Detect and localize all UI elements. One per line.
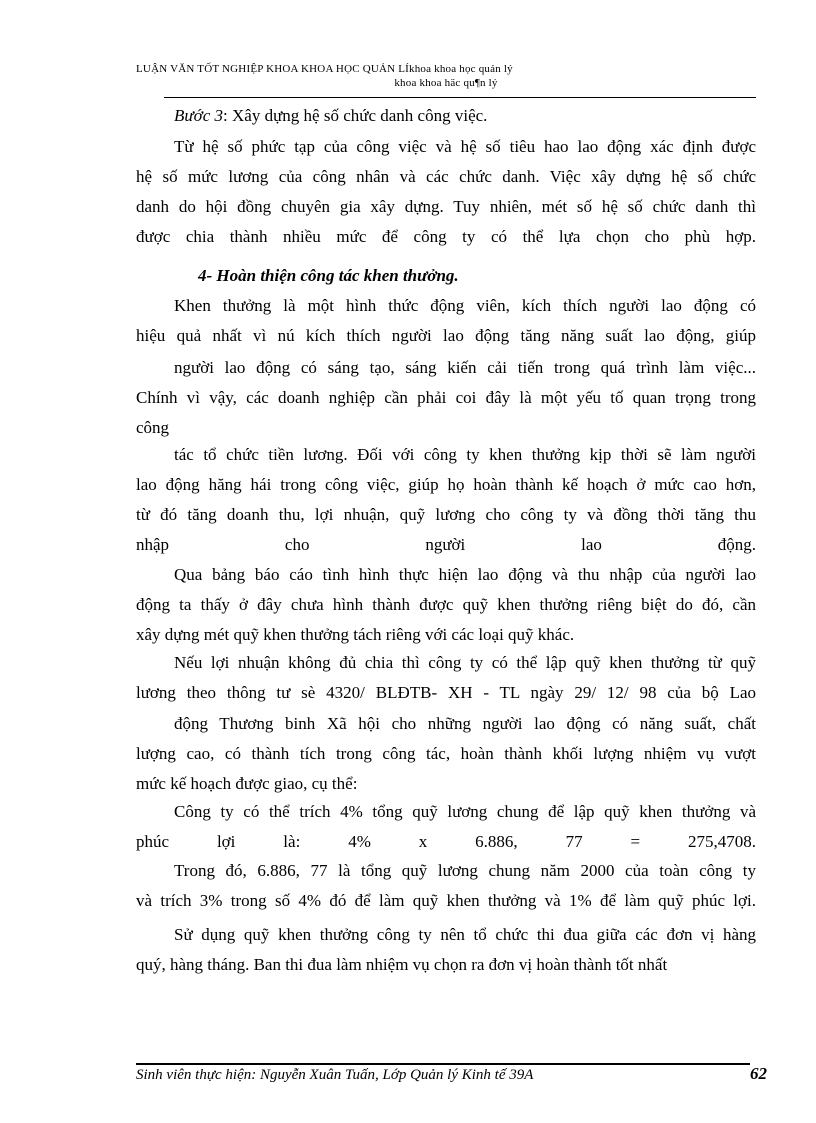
paragraph-line: nhập cho người lao động. <box>136 535 756 554</box>
paragraph-1 <box>136 132 756 252</box>
paragraph-line: động ta thấy ở đây chưa hình thành được quỹ khen thưởng riêng biệt do đó, cần <box>136 595 756 614</box>
paragraph-3 <box>136 440 756 560</box>
paragraph-line: danh do hội đồng chuyên gia xây dựng. Tuy nhiên, mét số hệ số chức danh thì <box>136 197 756 216</box>
paragraph-line: phúc lợi là: 4% x 6.886, 77 = 275,4708. <box>136 832 756 851</box>
paragraph-2-cont <box>136 353 756 443</box>
paragraph-line: từ đó tăng doanh thu, lợi nhuận, quỹ lương cho công ty và đồng thời tăng thu <box>136 505 756 524</box>
paragraph-line: xây dựng mét quỹ khen thưởng tách riêng với các loại quỹ khác. <box>136 625 575 644</box>
paragraph-line: lượng cao, có thành tích trong công tác, hoàn thành khối lượng nhiệm vụ vượt <box>136 744 756 763</box>
paragraph-line: Công ty có thể trích 4% tổng quỹ lương chung để lập quỹ khen thưởng và <box>174 802 756 821</box>
paragraph-line: Trong đó, 6.886, 77 là tổng quỹ lương chung năm 2000 của toàn công ty <box>174 861 756 880</box>
paragraph-line: động Thương binh Xã hội cho những người lao động có năng suất, chất <box>174 714 756 733</box>
section-heading-text: 4- Hoàn thiện công tác khen thưởng. <box>198 266 459 285</box>
paragraph-line: quý, hàng tháng. Ban thi đua làm nhiệm vụ chọn ra đơn vị hoàn thành tốt nhất <box>136 955 668 974</box>
header-title: LUẬN VĂN TỐT NGHIỆP KHOA KHOA HỌC QUẢN LÍkhoa khoa học quản lý <box>136 63 513 75</box>
paragraph-line: Từ hệ số phức tạp của công việc và hệ số tiêu hao lao động xác định được <box>174 137 756 156</box>
paragraph-8 <box>136 856 756 916</box>
paragraph-7 <box>136 797 756 857</box>
paragraph-line: tác tổ chức tiền lương. Đối với công ty khen thưởng kịp thời sẽ làm người <box>174 445 756 464</box>
paragraph-line: Nếu lợi nhuận không đủ chia thì công ty có thể lập quỹ khen thưởng từ quỹ <box>174 653 756 672</box>
paragraph-line: mức kế hoạch được giao, cụ thể: <box>136 774 358 793</box>
paragraph-line: Khen thưởng là một hình thức động viên, kích thích người lao động có <box>174 296 756 315</box>
step3-text: : Xây dựng hệ số chức danh công việc. <box>223 106 488 125</box>
paragraph-line: công <box>136 418 170 437</box>
page-header <box>136 62 756 90</box>
paragraph-line: hiệu quả nhất vì nú kích thích người lao động tăng năng suất lao động, giúp <box>136 326 756 345</box>
paragraph-6 <box>136 709 756 799</box>
paragraph-line: và trích 3% trong số 4% đó để làm quỹ khen thưởng và 1% để làm quỹ phúc lợi. <box>136 891 756 910</box>
paragraph-4 <box>136 560 756 650</box>
footer-rule <box>136 1063 750 1065</box>
step3-line <box>136 101 756 131</box>
paragraph-line: được chia thành nhiều mức để công ty có thể lựa chọn cho phù hợp. <box>136 227 756 246</box>
paragraph-line: người lao động có sáng tạo, sáng kiến cải tiến trong quá trình làm việc... <box>174 358 756 377</box>
paragraph-line: Chính vì vậy, các doanh nghiệp cần phải coi đây là một yếu tố quan trọng trong <box>136 388 756 407</box>
paragraph-line: Sử dụng quỹ khen thưởng công ty nên tổ chức thi đua giữa các đơn vị hàng <box>174 925 756 944</box>
paragraph-2 <box>136 291 756 351</box>
header-rule <box>164 97 756 98</box>
paragraph-5 <box>136 648 756 708</box>
step3-label: Bước 3 <box>174 106 224 125</box>
paragraph-line: Qua bảng báo cáo tình hình thực hiện lao động và thu nhập của người lao <box>174 565 756 584</box>
paragraph-line: lương theo thông tư sè 4320/ BLĐTB- XH - TL ngày 29/ 12/ 98 của bộ Lao <box>136 683 756 702</box>
footer-text: Sinh viên thực hiện: Nguyễn Xuân Tuấn, Lớp Quản lý Kinh tế 39A <box>136 1067 534 1083</box>
paragraph-9 <box>136 920 756 980</box>
header-subtitle: khoa khoa häc qu¶n lý <box>394 77 498 89</box>
paragraph-line: lao động hăng hái trong công việc, giúp họ hoàn thành kế hoạch ở mức cao hơn, <box>136 475 756 494</box>
page-number: 62 <box>750 1064 767 1083</box>
paragraph-line: hệ số mức lương của công nhân và các chức danh. Việc xây dựng hệ số chức <box>136 167 756 186</box>
section-heading <box>136 261 756 291</box>
